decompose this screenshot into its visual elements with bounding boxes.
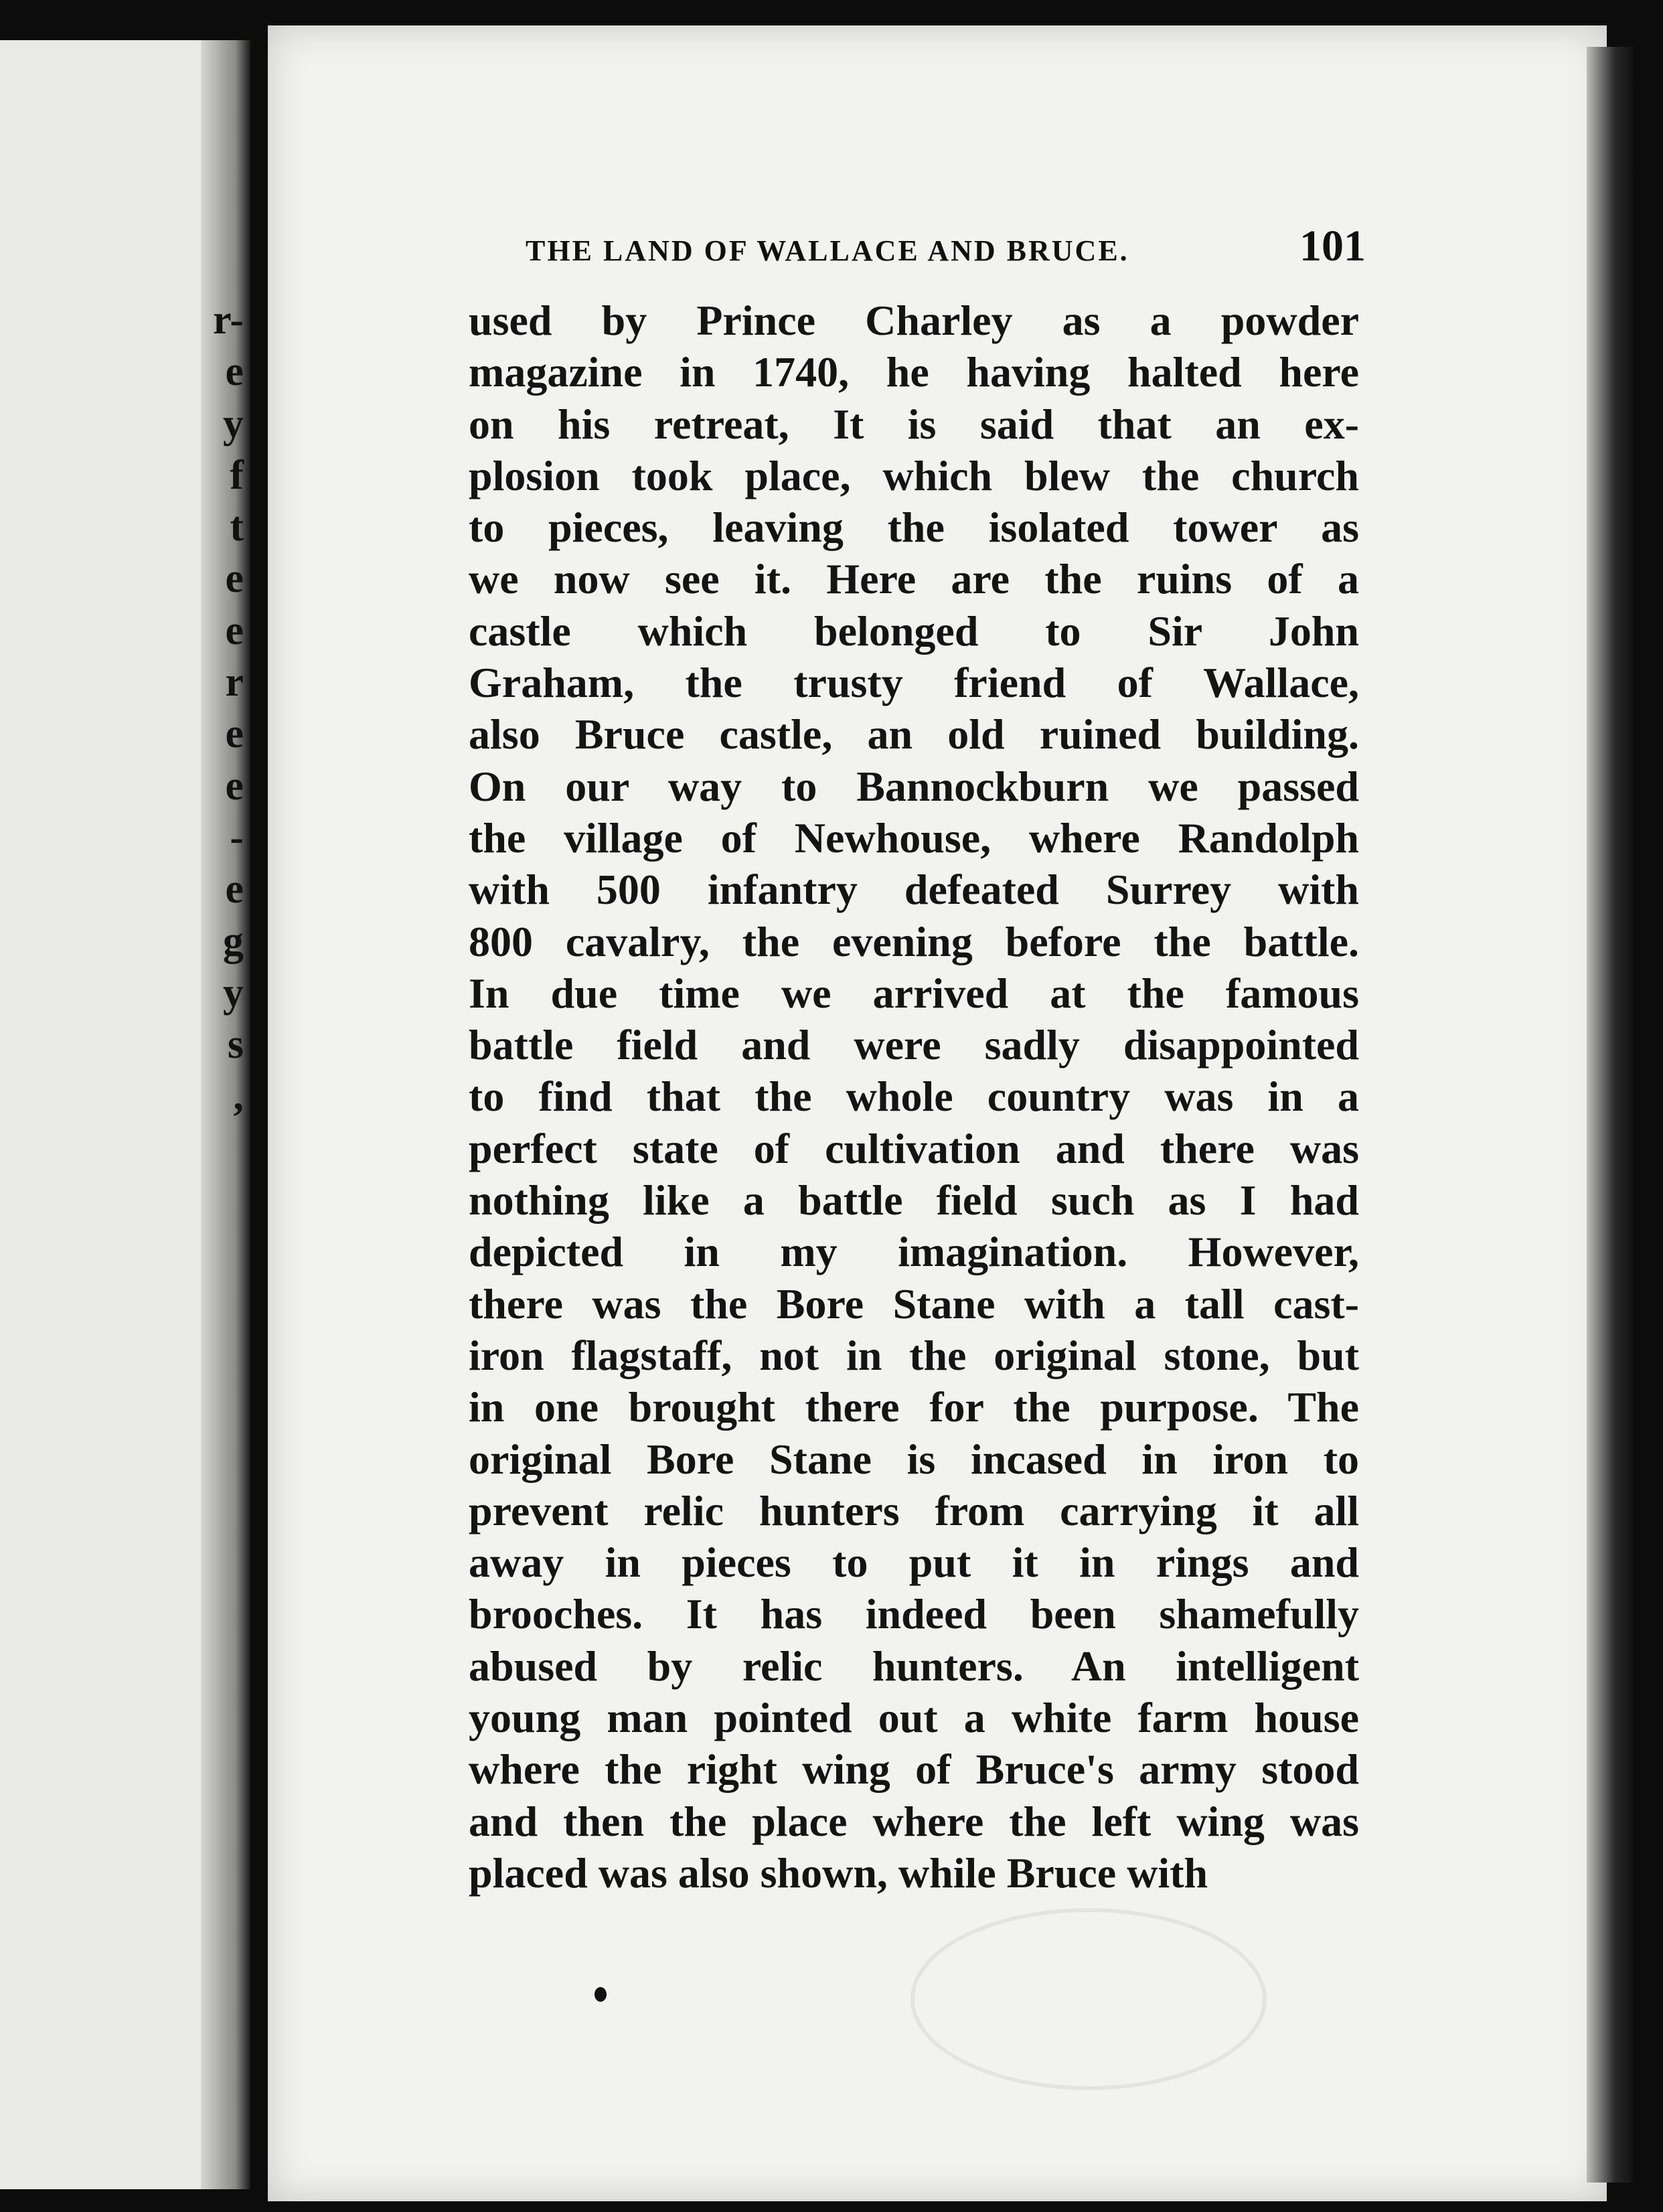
text-line: prevent relic hunters from carrying it all — [469, 1486, 1359, 1534]
text-line: brooches. It has indeed been shamefully — [469, 1590, 1359, 1638]
left-fragment: g — [223, 918, 244, 964]
left-fragment: y — [223, 400, 244, 447]
text-line: On our way to Bannockburn we passed — [469, 762, 1359, 810]
page-edge — [1587, 47, 1634, 2183]
text-line: to pieces, leaving the isolated tower as — [469, 503, 1359, 552]
text-line: iron flagstaff, not in the original stone, but — [469, 1331, 1359, 1379]
text-line: on his retreat, It is said that an ex- — [469, 400, 1359, 448]
left-fragment: s — [227, 1022, 244, 1068]
text-line: 800 cavalry, the evening before the battle. — [469, 917, 1359, 965]
text-line: perfect state of cultivation and there was — [469, 1124, 1359, 1172]
text-line: placed was also shown, while Bruce with — [469, 1848, 1208, 1897]
text-line: the village of Newhouse, where Randolph — [469, 813, 1359, 862]
text-line: where the right wing of Bruce's army stood — [469, 1745, 1359, 1794]
left-fragment: e — [225, 711, 244, 757]
left-fragment: f — [230, 452, 244, 498]
text-line: depicted in my imagination. However, — [469, 1228, 1359, 1276]
text-line: magazine in 1740, he having halted here — [469, 348, 1359, 396]
text-line: abused by relic hunters. An intelligent — [469, 1642, 1359, 1690]
left-page-text-fragments — [209, 295, 256, 1123]
left-fragment: t — [230, 504, 244, 550]
text-line: battle field and were sadly disappointed — [469, 1021, 1359, 1069]
faded-library-stamp — [910, 1908, 1267, 2090]
text-line: In due time we arrived at the famous — [469, 969, 1359, 1017]
running-head — [526, 221, 1366, 268]
text-line: to find that the whole country was in a — [469, 1073, 1359, 1121]
text-line: nothing like a battle field such as I had — [469, 1176, 1359, 1224]
text-line: there was the Bore Stane with a tall cast- — [469, 1279, 1359, 1328]
text-line: original Bore Stane is incased in iron to — [469, 1435, 1359, 1483]
left-fragment: , — [233, 1073, 244, 1119]
page-number: 101 — [1299, 222, 1366, 270]
text-line: young man pointed out a white farm house — [469, 1694, 1359, 1742]
text-line: used by Prince Charley as a powder — [469, 297, 1359, 344]
left-fragment: - — [230, 814, 244, 860]
left-fragment: e — [225, 556, 244, 602]
running-title: THE LAND OF WALLACE AND BRUCE. — [526, 234, 1129, 267]
text-line: we now see it. Here are the ruins of a — [469, 555, 1359, 603]
body-text — [469, 295, 1359, 1899]
text-line: in one brought there for the purpose. The — [469, 1383, 1359, 1431]
left-fragment: e — [225, 866, 244, 913]
text-line: castle which belonged to Sir John — [469, 607, 1359, 655]
left-fragment: e — [225, 349, 244, 395]
text-line: also Bruce castle, an old ruined building. — [469, 710, 1359, 759]
text-line: plosion took place, which blew the church — [469, 451, 1359, 499]
text-line: Graham, the trusty friend of Wallace, — [469, 659, 1359, 707]
left-fragment: e — [225, 607, 244, 653]
left-fragment: e — [225, 763, 244, 809]
text-line: and then the place where the left wing was — [469, 1797, 1359, 1845]
text-line: away in pieces to put it in rings and — [469, 1538, 1359, 1587]
text-line: with 500 infantry defeated Surrey with — [469, 866, 1359, 914]
left-fragment: y — [223, 969, 244, 1016]
ink-speck — [595, 1987, 607, 2002]
left-fragment: r — [225, 659, 244, 706]
left-fragment: r- — [213, 297, 244, 343]
